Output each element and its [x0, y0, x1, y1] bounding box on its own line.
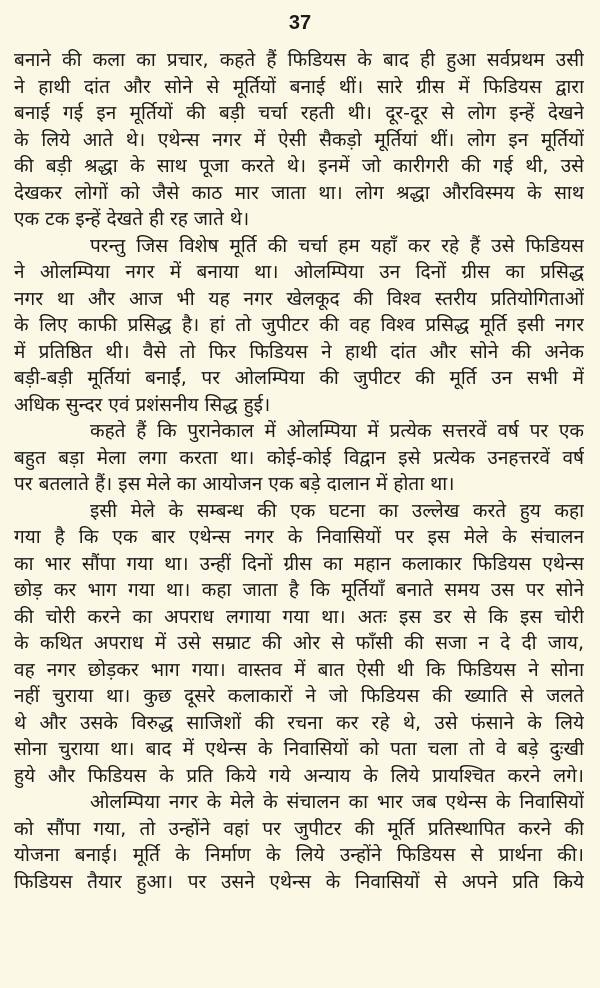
text-line: गया है कि एक बार एथेन्स नगर के निवासियों पर इस मेले के संचालन — [14, 526, 584, 548]
text-line: बड़ी-बड़ी मूर्तियां बनाईं, पर ओलम्पिया की जुपीटर की मूर्ति उन सभी में — [14, 367, 584, 389]
text-line: छोड़ कर भाग गया था। कहा जाता है कि मूर्तियाँ बनाते समय उस पर सोने — [14, 579, 584, 601]
text-line: देखकर लोगों को जैसे काठ मार जाता था। लोग श्रद्धा औरविस्मय के साथ — [14, 181, 584, 204]
text-line: ने ओलम्पिया नगर में बनाया था। ओलम्पिया उन दिनों ग्रीस का प्रसिद्ध — [14, 261, 584, 283]
text-line: वह नगर छोड़कर भाग गया। वास्तव में बात ऐसी थी कि फिडियस ने सोना — [14, 658, 584, 681]
text-line: नगर था और आज भी यह नगर खेलकूद की विश्व स्तरीय प्रतियोगिताओं — [14, 287, 584, 310]
text-line: अधिक सुन्दर एवं प्रशंसनीय सिद्ध हुई। — [14, 393, 271, 416]
text-line: कहते हैं कि पुरानेकाल में ओलम्पिया में प्रत्येक सत्तरवें वर्ष पर एक — [90, 420, 584, 442]
text-line: परन्तु जिस विशेष मूर्ति की चर्चा हम यहाँ कर रहे हैं उसे फिडियस — [90, 234, 584, 257]
text-line: फिडियस तैयार हुआ। पर उसने एथेन्स के निवासियों से अपने प्रति किये — [14, 870, 584, 893]
text-line: नहीं चुराया था। कुछ दूसरे कलाकारों ने जो फिडियस की ख्याति से जलते — [14, 685, 584, 707]
text-line: एक टक इन्हें देखते ही रह जाते थे। — [14, 208, 250, 230]
text-line: बनाई गई इन मूर्तियों की बड़ी चर्चा रहती थी। दूर-दूर से लोग इन्हें देखने — [14, 102, 584, 124]
text-line: को सौंपा गया, तो उन्होंने वहां पर जुपीटर की मूर्ति प्रतिस्थापित करने की — [14, 817, 584, 840]
page-number: 37 — [288, 12, 312, 34]
text-line: ने हाथी दांत और सोने से मूर्तियों बनाई थीं। सारे ग्रीस में फिडियस द्वारा — [14, 75, 584, 98]
text-line: का भार सौंपा गया था। उन्हीं दिनों ग्रीस का महान कलाकार फिडियस एथेन्स — [14, 552, 584, 575]
text-line: थे और उसके विरुद्ध साजिशों की रचना कर रहे थे, उसे फंसाने के लिये — [14, 711, 584, 734]
text-line: योजना बनाई। मूर्ति के निर्माण के लिये उन्होंने फिडियस से प्रार्थना की। — [14, 844, 584, 866]
text-line: हुये और फिडियस के प्रति किये गये अन्याय के लिये प्रायश्चित करने लगे। — [14, 764, 584, 787]
text-line: के लिए काफी प्रसिद्ध है। हां तो जुपीटर की वह विश्व प्रसिद्ध मूर्ति इसी नगर — [14, 314, 584, 336]
text-line: की चोरी करने का अपराध लगाया गया था। अतः इस डर से कि इस चोरी — [14, 605, 584, 628]
text-line: इसी मेले के सम्बन्ध की एक घटना का उल्लेख करते हुय कहा — [90, 499, 584, 522]
text-line: बहुत बड़ा मेला लगा करता था। कोई-कोई विद्वान इसे प्रत्येक उनहत्तरवें वर्ष — [14, 446, 584, 469]
text-line: पर बतलाते हैं। इस मेले का आयोजन एक बड़े दालान में होता था। — [14, 473, 455, 495]
text-line: बनाने की कला का प्रचार, कहते हैं फिडियस के बाद ही हुआ सर्वप्रथम उसी — [14, 49, 584, 71]
text-line: की बड़ी श्रद्धा के साथ पूजा करते थे। इनमें जो कारीगरी की गई थी, उसे — [14, 155, 584, 177]
text-line: के कथित अपराध में उसे सम्राट की ओर से फाँसी की सजा न दे दी जाय, — [14, 632, 584, 654]
text-line: ओलम्पिया नगर के मेले के संचालन का भार जब एथेन्स के निवासियों — [90, 791, 584, 813]
body-text — [14, 47, 584, 895]
text-line: सोना चुराया था। बाद में एथेन्स के निवासियों को पता चला तो वे बड़े दुःखी — [14, 738, 584, 760]
text-line: में प्रतिष्ठित थी। वैसे तो फिर फिडियस ने हाथी दांत और सोने की अनेक — [14, 340, 584, 363]
text-line: के लिये आते थे। एथेन्स नगर में ऐसी सैकड़ो मूर्तियां थीं। लोग इन मूर्तियों — [14, 128, 584, 151]
